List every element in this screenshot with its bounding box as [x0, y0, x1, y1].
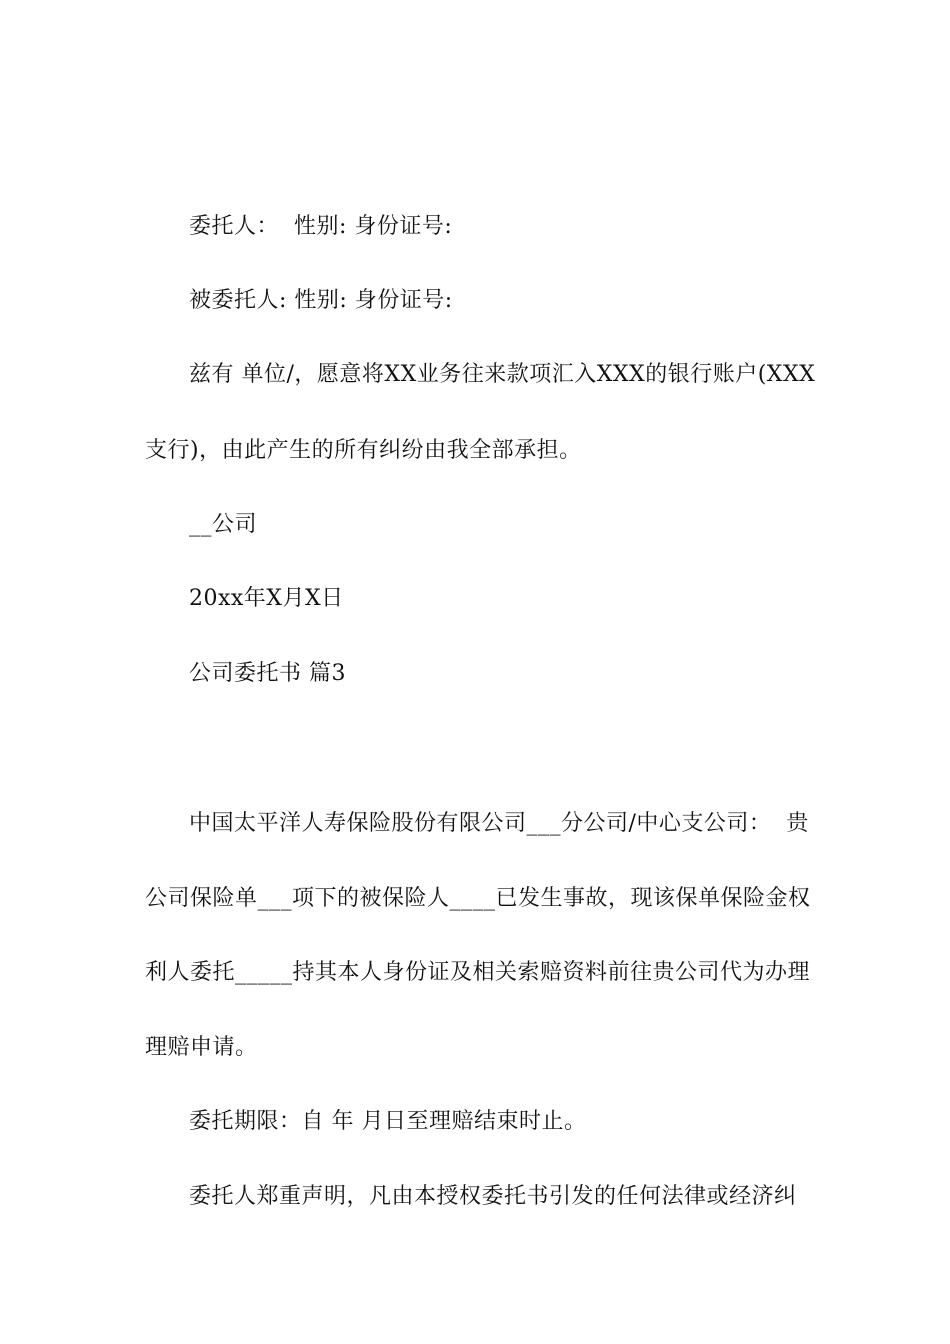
principal-info-line: 委托人： 性别: 身份证号:	[189, 214, 453, 239]
letter-paragraph-line-3: 利人委托_____持其本人身份证及相关索赔资料前往贵公司代为办理	[145, 960, 811, 985]
letter-paragraph-line-2: 公司保险单___项下的被保险人____已发生事故，现该保单保险金权	[145, 886, 811, 911]
letter-paragraph-line-4: 理赔申请。	[145, 1035, 258, 1060]
section-heading: 公司委托书 篇3	[189, 661, 346, 686]
company-signature-line: __公司	[189, 512, 258, 537]
agent-info-line: 被委托人: 性别: 身份证号:	[189, 288, 453, 313]
body-paragraph-line-2: 支行)，由此产生的所有纠纷由我全部承担。	[145, 438, 582, 463]
entrust-period-line: 委托期限：自 年 月日至理赔结束时止。	[189, 1109, 587, 1134]
date-line: 20xx年X月X日	[189, 586, 344, 611]
letter-paragraph-line-1: 中国太平洋人寿保险股份有限公司___分公司/中心支公司： 贵	[189, 811, 809, 836]
declaration-line: 委托人郑重声明，凡由本授权委托书引发的任何法律或经济纠	[189, 1184, 797, 1209]
body-paragraph-line-1: 兹有 单位/，愿意将XX业务往来款项汇入XXX的银行账户(XXX	[189, 362, 816, 387]
